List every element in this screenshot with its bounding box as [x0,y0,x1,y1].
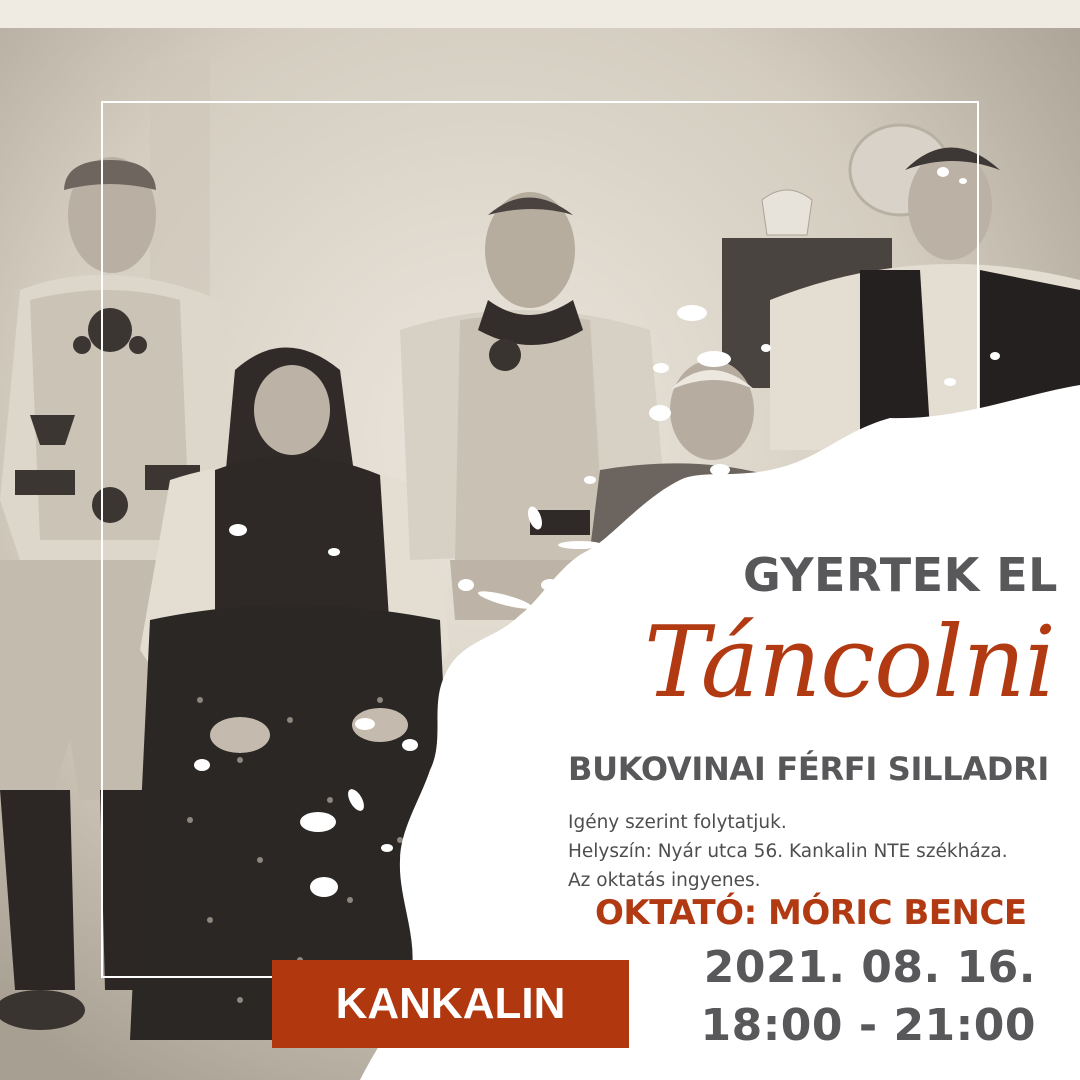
event-time: 18:00 - 21:00 [700,1000,1036,1051]
headline-line-2: Táncolni [644,606,1055,720]
info-line-location: Helyszín: Nyár utca 56. Kankalin NTE székháza. [568,841,1008,862]
dance-title: BUKOVINAI FÉRFI SILLADRI [568,750,1050,788]
brand-label: KANKALIN [335,979,566,1028]
event-date: 2021. 08. 16. [703,942,1036,993]
instructor-name: OKTATÓ: MÓRIC BENCE [595,893,1027,933]
brand-badge [272,960,629,1048]
headline-line-1: GYERTEK EL [742,548,1058,602]
info-line-free: Az oktatás ingyenes. [568,870,761,891]
info-line-continuation: Igény szerint folytatjuk. [568,812,787,833]
